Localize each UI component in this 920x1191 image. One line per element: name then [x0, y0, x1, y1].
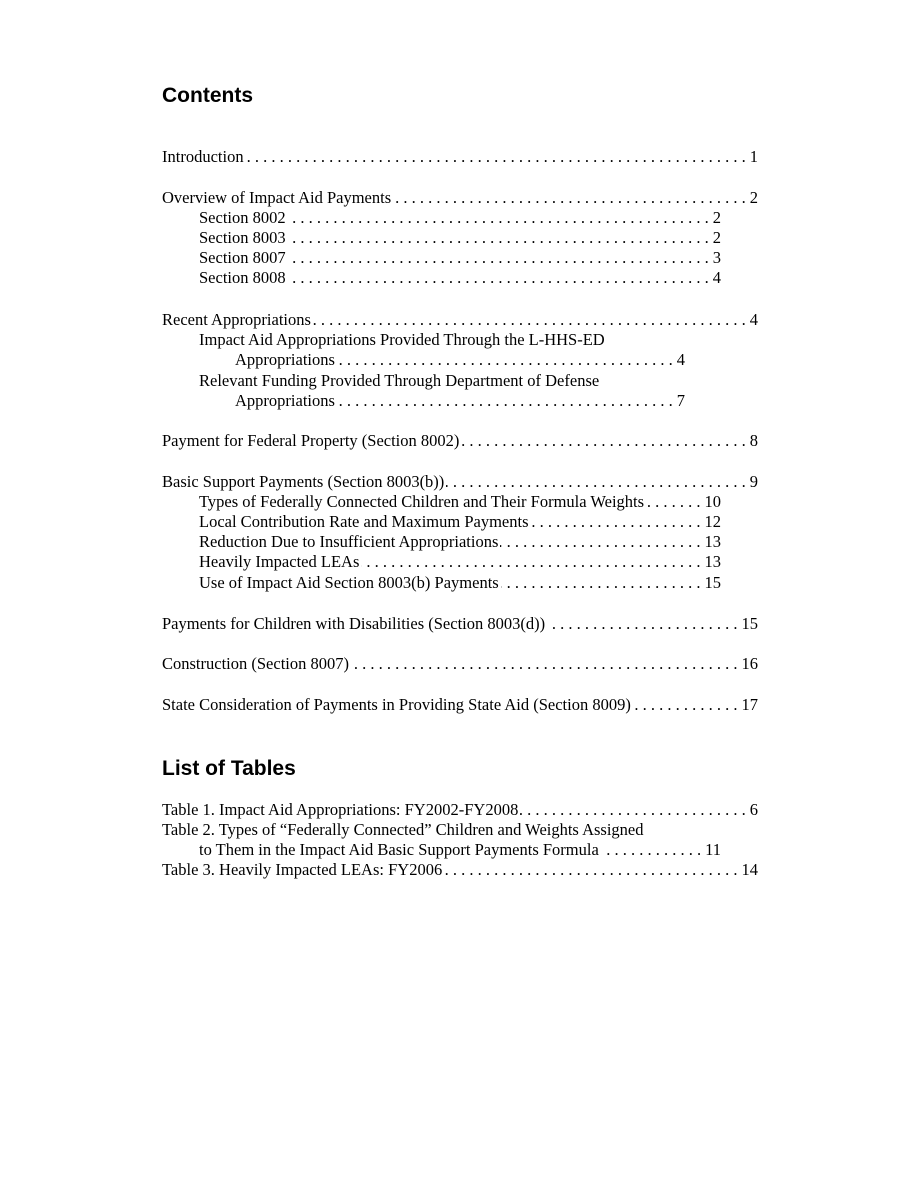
- dot-leader: [351, 654, 738, 674]
- toc-entry-section-8007[interactable]: [162, 248, 721, 268]
- toc-entry-page: 8: [746, 431, 758, 451]
- toc-entry-title: Types of Federally Connected Children and Their Formula Weights: [199, 492, 645, 511]
- dot-leader: [288, 228, 709, 248]
- toc-entry-title: Introduction: [162, 147, 244, 166]
- table-entry-page: 11: [701, 840, 721, 860]
- toc-entry-formula-weights[interactable]: [162, 492, 721, 512]
- dot-leader: [646, 492, 700, 512]
- toc-entry-page: 1: [746, 147, 758, 167]
- dot-leader: [520, 800, 745, 820]
- toc-entry-basic-support[interactable]: [162, 472, 758, 492]
- toc-entry-section-8008[interactable]: [162, 268, 721, 288]
- toc-entry-title: Overview of Impact Aid Payments: [162, 188, 392, 207]
- toc-entry-title: Impact Aid Appropriations Provided Through the L-HHS-ED: [199, 330, 605, 349]
- table-entry-page: 14: [738, 860, 759, 880]
- list-of-tables-heading: List of Tables: [162, 757, 296, 780]
- toc-entry-heavily-impacted[interactable]: [162, 552, 721, 572]
- dot-leader: [531, 512, 701, 532]
- toc-entry-title: Construction (Section 8007): [162, 654, 349, 673]
- toc-entry-title: Use of Impact Aid Section 8003(b) Payments: [199, 573, 499, 592]
- contents-heading: Contents: [162, 84, 253, 107]
- toc-entry-local-contribution[interactable]: [162, 512, 721, 532]
- dot-leader: [313, 310, 746, 330]
- toc-entry-title: Local Contribution Rate and Maximum Payments: [199, 512, 529, 531]
- toc-entry-dod-line1[interactable]: [162, 371, 721, 391]
- toc-entry-page: 4: [709, 268, 721, 288]
- toc-entry-title: Appropriations: [235, 350, 335, 369]
- table-entry-title: to Them in the Impact Aid Basic Support Payments Formula: [199, 840, 599, 859]
- dot-leader: [288, 248, 709, 268]
- toc-entry-page: 12: [701, 512, 722, 532]
- toc-entry-title: Reduction Due to Insufficient Appropriations: [199, 532, 499, 551]
- dot-leader: [288, 208, 709, 228]
- toc-entry-page: 2: [746, 188, 758, 208]
- toc-entry-construction[interactable]: [162, 654, 758, 674]
- toc-entry-recent-appropriations[interactable]: [162, 310, 758, 330]
- dot-leader: [633, 695, 738, 715]
- dot-leader: [601, 840, 701, 860]
- toc-entry-title: Relevant Funding Provided Through Department of Defense: [199, 371, 600, 390]
- toc-entry-federal-property[interactable]: [162, 431, 758, 451]
- toc-entry-title: Appropriations: [235, 391, 335, 410]
- table-entry-title: Table 2. Types of “Federally Connected” Children and Weights Assigned: [162, 820, 644, 839]
- toc-entry-title: Section 8007: [199, 248, 286, 267]
- toc-entry-title: Section 8003: [199, 228, 286, 247]
- toc-entry-section-8002[interactable]: [162, 208, 721, 228]
- toc-entry-page: 10: [701, 492, 722, 512]
- toc-entry-section-8003[interactable]: [162, 228, 721, 248]
- toc-entry-page: 7: [673, 391, 685, 411]
- dot-leader: [337, 350, 673, 370]
- toc-entry-page: 9: [746, 472, 758, 492]
- dot-leader: [288, 268, 709, 288]
- dot-leader: [246, 147, 746, 167]
- toc-entry-title: Basic Support Payments (Section 8003(b)): [162, 472, 445, 491]
- table-entry-title: Table 3. Heavily Impacted LEAs: FY2006: [162, 860, 443, 879]
- dot-leader: [500, 532, 700, 552]
- dot-leader: [501, 573, 701, 593]
- toc-entry-page: 3: [709, 248, 721, 268]
- toc-entry-reduction[interactable]: [162, 532, 721, 552]
- toc-entry-lhhsed-line2[interactable]: [162, 350, 685, 370]
- toc-entry-page: 4: [746, 310, 758, 330]
- dot-leader: [461, 431, 745, 451]
- toc-entry-page: 13: [701, 552, 722, 572]
- toc-entry-lhhsed-line1[interactable]: [162, 330, 721, 350]
- table-entry-2-line1[interactable]: [162, 820, 758, 840]
- dot-leader: [444, 860, 737, 880]
- dot-leader: [547, 614, 737, 634]
- toc-entry-page: 2: [709, 208, 721, 228]
- toc-entry-page: 17: [738, 695, 759, 715]
- toc-entry-overview[interactable]: [162, 188, 758, 208]
- toc-entry-title: Recent Appropriations: [162, 310, 311, 329]
- toc-entry-title: State Consideration of Payments in Providing State Aid (Section 8009): [162, 695, 631, 714]
- toc-entry-title: Section 8002: [199, 208, 286, 227]
- toc-entry-introduction[interactable]: [162, 147, 758, 167]
- dot-leader: [337, 391, 673, 411]
- table-entry-title: Table 1. Impact Aid Appropriations: FY2002-FY2008: [162, 800, 519, 819]
- dot-leader: [393, 188, 746, 208]
- toc-entry-page: 15: [701, 573, 722, 593]
- toc-entry-page: 2: [709, 228, 721, 248]
- toc-entry-title: Payment for Federal Property (Section 8002): [162, 431, 460, 450]
- toc-entry-state-consideration[interactable]: [162, 695, 758, 715]
- table-entry-2-line2[interactable]: [162, 840, 721, 860]
- toc-entry-page: 15: [738, 614, 759, 634]
- table-entry-1[interactable]: [162, 800, 758, 820]
- toc-entry-page: 13: [701, 532, 722, 552]
- toc-entry-title: Heavily Impacted LEAs: [199, 552, 360, 571]
- toc-entry-dod-line2[interactable]: [162, 391, 685, 411]
- toc-entry-title: Section 8008: [199, 268, 286, 287]
- toc-entry-title: Payments for Children with Disabilities (Section 8003(d)): [162, 614, 546, 633]
- toc-entry-page: 4: [673, 350, 685, 370]
- toc-entry-page: 16: [738, 654, 759, 674]
- dot-leader: [446, 472, 745, 492]
- toc-entry-disabilities[interactable]: [162, 614, 758, 634]
- table-entry-page: 6: [746, 800, 758, 820]
- dot-leader: [361, 552, 700, 572]
- table-entry-3[interactable]: [162, 860, 758, 880]
- toc-entry-use-of-payments[interactable]: [162, 573, 721, 593]
